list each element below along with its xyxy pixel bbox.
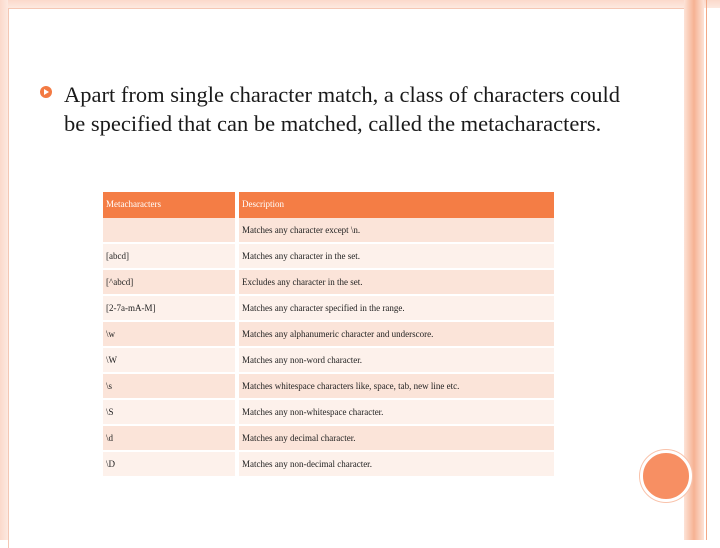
desc-cell: Matches any non-word character. bbox=[239, 348, 554, 372]
metacharacters-table bbox=[103, 192, 554, 478]
table-row bbox=[103, 374, 554, 398]
meta-cell: \d bbox=[103, 426, 235, 450]
desc-cell: Matches any character in the set. bbox=[239, 244, 554, 268]
header-description: Description bbox=[239, 192, 554, 218]
right-decor-line bbox=[706, 0, 707, 540]
meta-cell bbox=[103, 218, 235, 242]
decor-circle bbox=[640, 450, 692, 502]
desc-cell: Matches any alphanumeric character and underscore. bbox=[239, 322, 554, 346]
table-row bbox=[103, 348, 554, 372]
table-row bbox=[103, 296, 554, 320]
desc-cell: Matches any non-whitespace character. bbox=[239, 400, 554, 424]
right-decor-strip bbox=[684, 0, 704, 540]
bullet-arrow-icon bbox=[40, 86, 52, 98]
meta-cell: \D bbox=[103, 452, 235, 476]
table-row bbox=[103, 426, 554, 450]
header-metacharacters: Metacharacters bbox=[103, 192, 235, 218]
meta-cell: [^abcd] bbox=[103, 270, 235, 294]
desc-cell: Matches any decimal character. bbox=[239, 426, 554, 450]
desc-cell: Excludes any character in the set. bbox=[239, 270, 554, 294]
meta-cell: \W bbox=[103, 348, 235, 372]
desc-cell: Matches any non-decimal character. bbox=[239, 452, 554, 476]
table-row bbox=[103, 244, 554, 268]
meta-cell: [abcd] bbox=[103, 244, 235, 268]
meta-cell: \S bbox=[103, 400, 235, 424]
meta-cell: \s bbox=[103, 374, 235, 398]
bullet-text: Apart from single character match, a class of characters could be specified that can be matched, called the metacharacters. bbox=[64, 82, 620, 136]
table-row bbox=[103, 270, 554, 294]
frame-left-border bbox=[0, 0, 8, 540]
meta-cell: [2-7a-mA-M] bbox=[103, 296, 235, 320]
table-row bbox=[103, 322, 554, 346]
table-row bbox=[103, 452, 554, 476]
meta-cell: \w bbox=[103, 322, 235, 346]
table-row bbox=[103, 218, 554, 242]
table-row bbox=[103, 400, 554, 424]
table-header-row bbox=[103, 192, 554, 216]
desc-cell: Matches any character except \n. bbox=[239, 218, 554, 242]
desc-cell: Matches any character specified in the range. bbox=[239, 296, 554, 320]
desc-cell: Matches whitespace characters like, space, tab, new line etc. bbox=[239, 374, 554, 398]
frame-top-border bbox=[0, 0, 720, 8]
